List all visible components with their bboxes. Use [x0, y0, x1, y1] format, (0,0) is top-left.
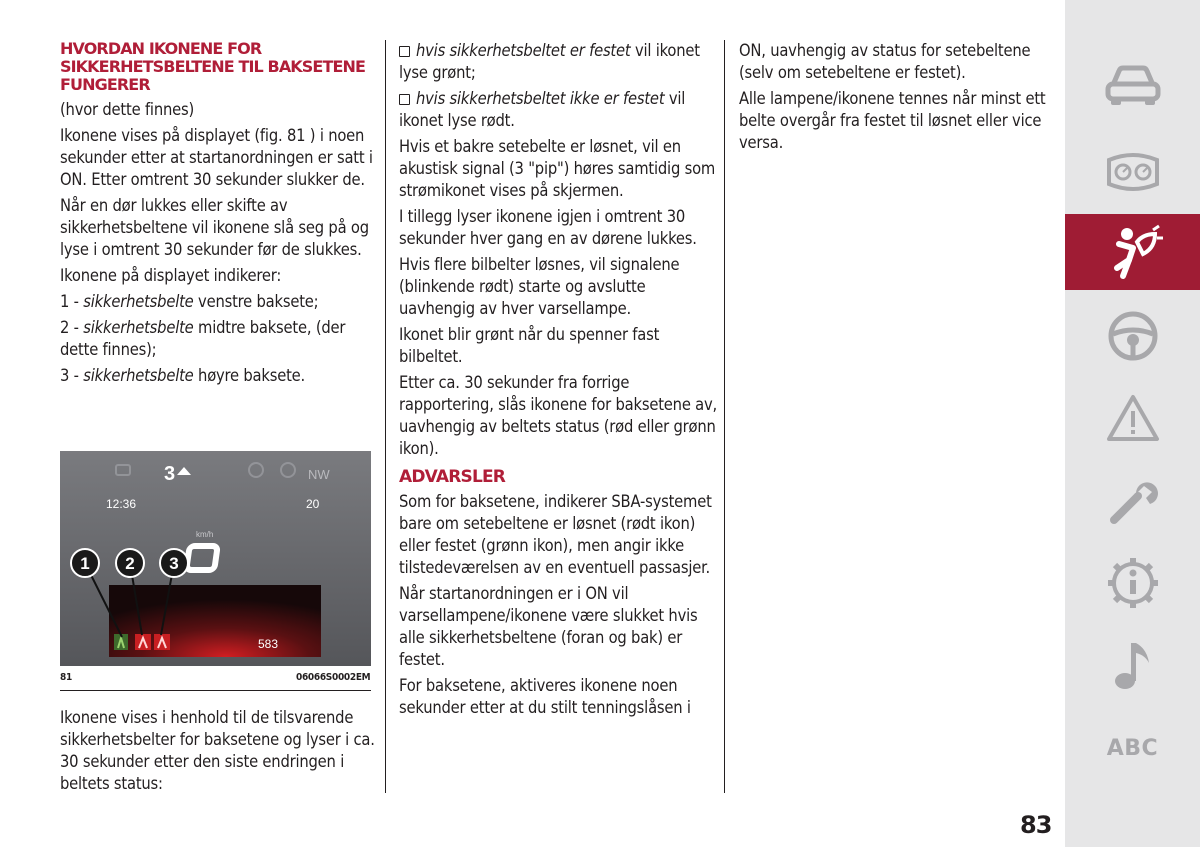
paragraph: Ikonet blir grønt når du spenner fast bilbeltet.	[399, 325, 660, 366]
paragraph: Ikonene vises i henhold til de tilsvarende sikkerhetsbelter for baksetene og lyser i ca. 30 sekunder etter den siste endringen i beltets status:	[60, 708, 375, 793]
paragraph: ON, uavhengig av status for setebeltene (selv om setebeltene er festet).	[739, 41, 1031, 82]
clock-readout: 12:36	[106, 497, 137, 511]
dashboard-figure	[60, 451, 371, 666]
section-heading: HVORDAN IKONENE FOR SIKKERHETSBELTENE TIL BAKSETENE FUNGERER	[60, 39, 366, 94]
emphasis: hvis sikkerhetsbeltet ikke er festet	[416, 89, 665, 108]
info-gear-icon	[1106, 556, 1160, 610]
dashboard-illustration	[60, 451, 371, 666]
wrench-icon	[1106, 474, 1160, 528]
sidebar-item-safety[interactable]	[1065, 214, 1200, 290]
car-icon	[1105, 65, 1161, 107]
list-item	[60, 317, 375, 361]
sidebar-item-instruments[interactable]	[1065, 134, 1200, 210]
list-text: midtre baksete, (der dette finnes);	[60, 318, 346, 359]
emphasis: sikkerhetsbelte	[83, 318, 194, 337]
paragraph: Ikonene på displayet indikerer:	[60, 266, 282, 285]
airbag-safety-icon	[1103, 224, 1163, 280]
list-item	[60, 365, 375, 387]
callout-3: 3	[169, 554, 179, 573]
paragraph: Når startanordningen er i ON vil varsellampene/ikonene være slukket hvis alle sikkerhetsbeltene (foran og bak) er festet.	[399, 584, 698, 669]
steering-wheel-icon	[1107, 310, 1159, 362]
column-1	[60, 40, 375, 391]
checkbox-bullet-icon	[399, 94, 410, 105]
paragraph: Alle lampene/ikonene tennes når minst ett belte overgår fra festet til løsnet eller vice versa.	[739, 89, 1046, 152]
sidebar-item-multimedia[interactable]	[1065, 628, 1200, 704]
warning-triangle-icon	[1106, 393, 1160, 443]
column-divider	[385, 40, 386, 793]
chapter-sidebar	[1065, 0, 1200, 847]
list-number: 3 -	[60, 366, 84, 385]
nw-label: NW	[308, 467, 330, 482]
sidebar-item-maintenance[interactable]	[1065, 463, 1200, 539]
paragraph: (hvor dette finnes)	[60, 100, 195, 119]
column-1-bottom	[60, 707, 375, 799]
sidebar-item-vehicle[interactable]	[1065, 48, 1200, 124]
paragraph: Etter ca. 30 sekunder fra forrige rapportering, slås ikonene for baksetene av, uavhengig av beltets status (rød eller grønn ikon).	[399, 373, 718, 458]
column-2	[399, 40, 717, 723]
sidebar-item-index[interactable]	[1065, 710, 1200, 786]
instrument-panel-icon	[1105, 152, 1161, 192]
paragraph: Som for baksetene, indikerer SBA-systemet bare om setebeltene er løsnet (rødt ikon) eller festet (grønn ikon), men angir ikke tilstedeværelsen av en eventuell passasjer.	[399, 492, 712, 577]
callout-1: 1	[80, 554, 90, 573]
temperature-readout: 20	[306, 497, 320, 511]
emphasis: sikkerhetsbelte	[83, 292, 194, 311]
list-text: venstre baksete;	[193, 292, 319, 311]
page-number: 83	[1020, 811, 1052, 839]
figure-number: 81	[60, 672, 72, 683]
paragraph: Når en dør lukkes eller skifte av sikkerhetsbeltene vil ikonene slå seg på og lyse i omtrent 30 sekunder før de slukkes.	[60, 196, 369, 259]
odometer-readout: 583	[258, 637, 279, 651]
list-number: 2 -	[60, 318, 84, 337]
figure-code: 06066S0002EM	[296, 672, 371, 683]
list-text: høyre baksete.	[193, 366, 306, 385]
paragraph: Ikonene vises på displayet (fig. 81 ) i noen sekunder etter at startanordningen er satt i ON. Etter omtrent 30 sekunder slukker de.	[60, 126, 373, 189]
list-number: 1 -	[60, 292, 84, 311]
checkbox-bullet-icon	[399, 46, 410, 57]
bullet-text: vil ikonet lyse rødt.	[399, 89, 686, 130]
emphasis: hvis sikkerhetsbeltet er festet	[416, 41, 631, 60]
bullet-item	[399, 88, 717, 132]
column-divider	[724, 40, 725, 793]
sidebar-item-driving[interactable]	[1065, 298, 1200, 374]
music-note-icon	[1111, 639, 1155, 693]
speed-unit: km/h	[196, 530, 214, 539]
paragraph: I tillegg lyser ikonene igjen i omtrent 30 sekunder hver gang en av dørene lukkes.	[399, 207, 697, 248]
paragraph: Hvis flere bilbelter løsnes, vil signalene (blinkende rødt) starte og avslutte uavhengig av hver varsellampe.	[399, 255, 680, 318]
callout-2: 2	[125, 554, 135, 573]
list-item	[60, 291, 375, 313]
emphasis: sikkerhetsbelte	[83, 366, 194, 385]
paragraph: For baksetene, aktiveres ikonene noen sekunder etter at du stilt tenningslåsen i	[399, 676, 691, 717]
figure-rule	[60, 690, 371, 691]
sidebar-item-emergency[interactable]	[1065, 380, 1200, 456]
warnings-heading: ADVARSLER	[399, 467, 506, 487]
sidebar-item-technical-data[interactable]	[1065, 545, 1200, 621]
paragraph: Hvis et bakre setebelte er løsnet, vil en akustisk signal (3 "pip") høres samtidig som strømikonet vises på skjermen.	[399, 137, 716, 200]
bullet-item	[399, 40, 717, 84]
abc-index-label: ABC	[1106, 735, 1159, 761]
column-3	[739, 40, 1055, 158]
gear-indicator: 3	[164, 463, 176, 485]
bullet-text: vil ikonet lyse grønt;	[399, 41, 700, 82]
